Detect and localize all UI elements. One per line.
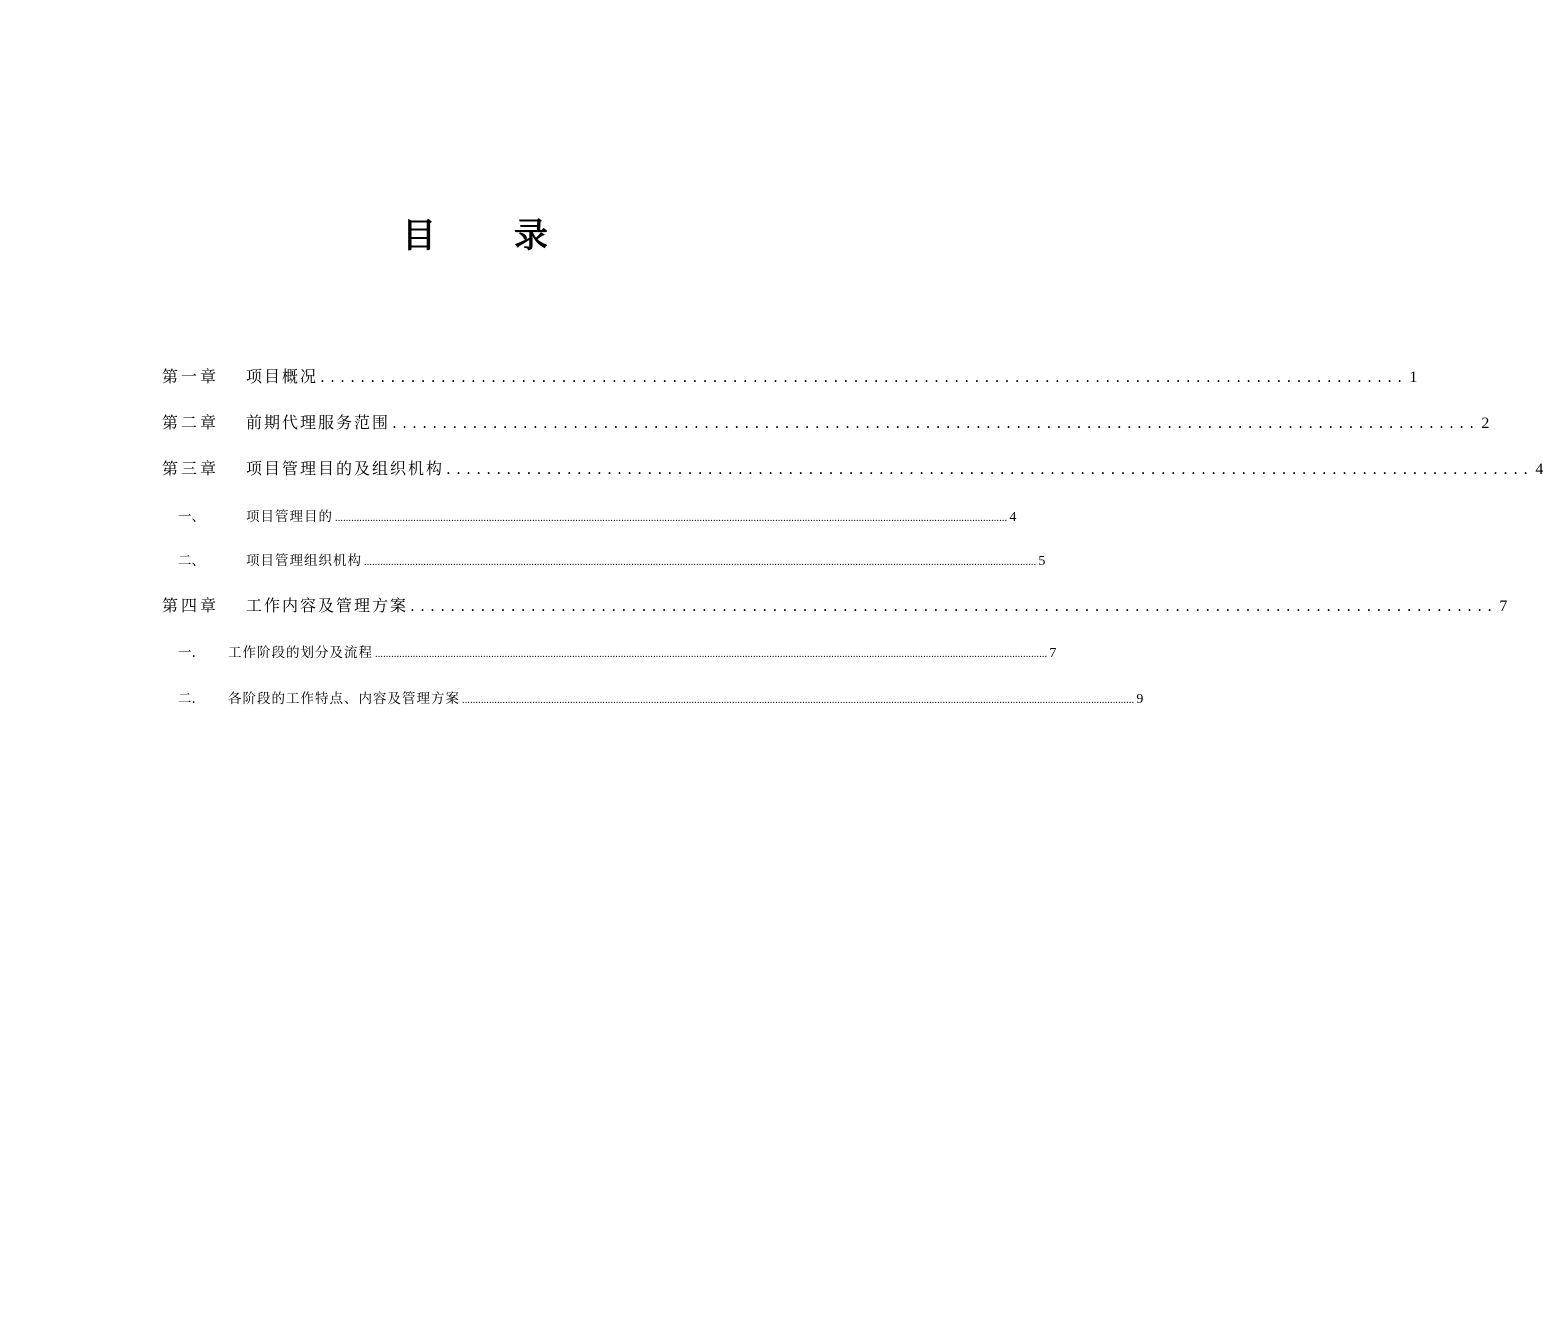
toc-entry-page: 4 [1009,510,1017,525]
toc-entry-page: 5 [1038,554,1046,569]
toc-entry-page: 4 [1535,461,1543,478]
toc-entry-4-2[interactable] [178,687,1144,708]
dot-leader: ............................................................................................................ [410,597,1498,615]
toc-entry-number: 二. [178,691,196,707]
dot-leader: ......................................................................................................................................................................................................................................................... [375,649,1048,660]
toc-entry-title: 项目管理组织机构 [246,553,362,569]
toc-entry-title: 项目概况 [246,367,319,386]
toc-entry-title: 工作阶段的划分及流程 [228,645,373,661]
toc-entry-4-1[interactable] [178,641,1057,662]
dot-leader: ............................................................................................................ [320,368,1408,386]
toc-entry-title: 前期代理服务范围 [246,413,391,432]
dot-leader: ............................................................................................................ [392,414,1480,432]
toc-entry-page: 7 [1049,646,1057,661]
toc-entry-number: 第三章 [162,459,220,478]
toc-entry-page: 1 [1409,369,1418,386]
toc-entry-number: 一、 [178,509,205,525]
toc-entry-page: 7 [1499,598,1508,615]
toc-entry-title: 各阶段的工作特点、内容及管理方案 [228,691,460,707]
toc-entry-page: 2 [1481,415,1490,432]
toc-entry-page: 9 [1136,692,1144,707]
toc-entry-title: 工作内容及管理方案 [246,596,409,615]
dot-leader: ............................................................................................................ [446,460,1534,478]
toc-entry-chapter-1[interactable] [162,364,1418,387]
toc-entry-3-2[interactable] [178,549,1046,570]
dot-leader: ......................................................................................................................................................................................................................................................... [364,557,1037,568]
page-title [0,208,950,257]
toc-entry-3-1[interactable] [178,505,1017,526]
toc-entry-title: 项目管理目的及组织机构 [246,459,445,478]
toc-entry-number: 二、 [178,553,205,569]
toc-entry-number: 第四章 [162,596,220,615]
toc-entry-number: 一. [178,645,196,661]
title-char-2: 录 [514,216,548,256]
toc-entry-chapter-2[interactable] [162,410,1490,433]
toc-entry-number: 第二章 [162,413,220,432]
dot-leader: ......................................................................................................................................................................................................................................................... [462,695,1135,706]
toc-entry-number: 第一章 [162,367,220,386]
toc-entry-chapter-3[interactable] [162,456,1543,479]
dot-leader: ......................................................................................................................................................................................................................................................... [335,513,1008,524]
toc-entry-chapter-4[interactable] [162,593,1508,616]
toc-entry-title: 项目管理目的 [246,509,333,525]
title-char-1: 目 [402,216,436,256]
